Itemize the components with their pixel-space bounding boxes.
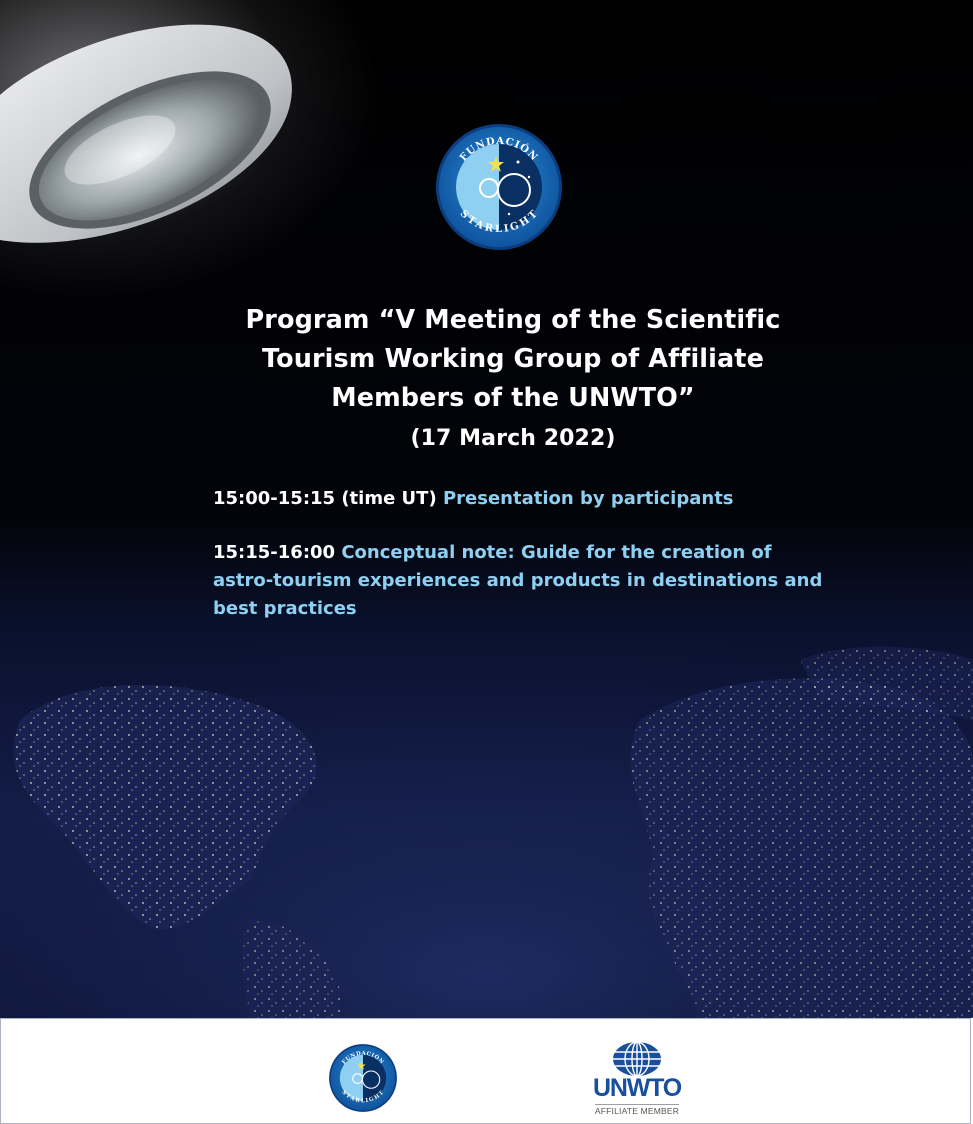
- program-title-line-3: Members of the UNWTO”: [331, 383, 695, 413]
- unwto-logo-text: UNWTO: [593, 1074, 681, 1102]
- starlight-logo-top-text: FUNDACIÓN: [458, 135, 540, 164]
- program-session-title: Conceptual note: Guide for the creation of astro-tourism experiences and products in destinations and best practices: [213, 542, 823, 619]
- footer-starlight-top-text: FUNDACIÓN: [341, 1050, 385, 1066]
- unwto-affiliate-member-logo: [589, 1041, 685, 1123]
- program-time: 15:00-15:15 (time UT): [213, 488, 443, 509]
- program-title-line-1: Program “V Meeting of the Scientific: [245, 305, 781, 335]
- unwto-affiliate-member-text: AFFILIATE MEMBER: [594, 1106, 680, 1116]
- program-session-title: Presentation by participants: [442, 488, 734, 509]
- footer-starlight-bottom-text: STARLIGHT: [340, 1089, 386, 1105]
- starlight-logo-bottom-text: STARLIGHT: [457, 208, 541, 236]
- program-title-line-2: Tourism Working Group of Affiliate: [262, 344, 764, 374]
- event-date: (17 March 2022): [410, 426, 616, 451]
- program-time: 15:15-16:00: [213, 542, 342, 563]
- starlight-foundation-logo: [434, 122, 564, 252]
- earth-at-night-image: [0, 600, 973, 1018]
- street-lamp-image: [0, 0, 330, 270]
- footer-logo-bar: [0, 1018, 971, 1124]
- globe-icon: [611, 1041, 663, 1077]
- program-item: [213, 539, 833, 623]
- footer-starlight-logo: [328, 1043, 398, 1113]
- program-item: [213, 485, 833, 513]
